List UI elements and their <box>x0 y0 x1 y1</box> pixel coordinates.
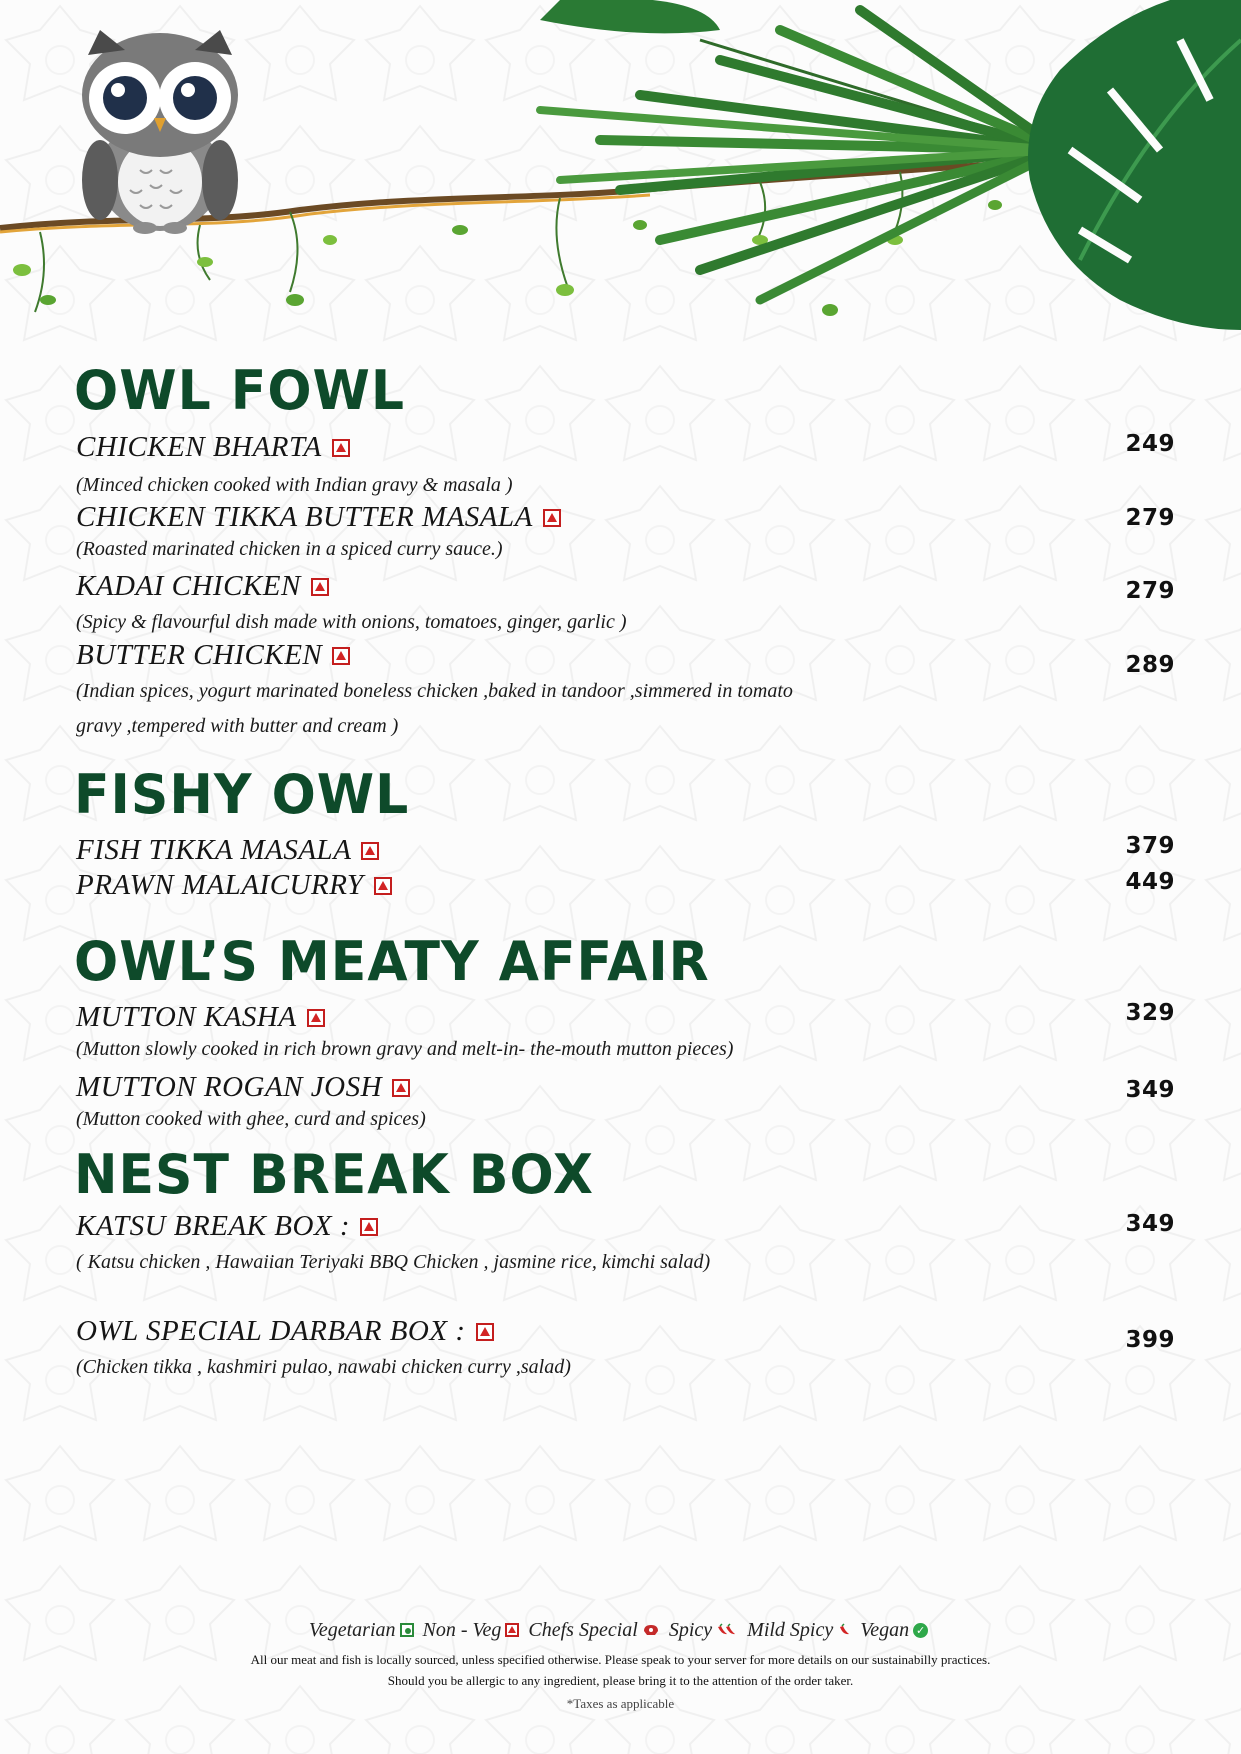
non-veg-icon <box>374 877 392 895</box>
item-name: KATSU BREAK BOX : <box>76 1210 351 1242</box>
legend-chefs-special: Chefs Special <box>528 1618 638 1641</box>
menu-item-butter-chicken <box>76 641 1166 744</box>
item-name: MUTTON ROGAN JOSH <box>76 1071 383 1103</box>
item-price: 349 <box>1125 1077 1175 1103</box>
footnote-sourcing: All our meat and fish is locally sourced, unless specified otherwise. Please speak to your server for more details on our sustainabilly practices. <box>250 1652 991 1667</box>
non-veg-icon <box>311 578 329 596</box>
menu-item-mutton-kasha <box>76 1003 1166 1067</box>
palm-leaf-illustration <box>540 0 1060 300</box>
legend-vegan: Vegan <box>860 1618 910 1641</box>
non-veg-icon <box>505 1623 519 1637</box>
footnote-allergy: Should you be allergic to any ingredient, please bring it to the attention of the order taker. <box>387 1673 854 1688</box>
dietary-legend <box>0 1618 1241 1642</box>
chili-icon <box>716 1623 738 1637</box>
legend-mild-spicy: Mild Spicy <box>747 1618 834 1641</box>
item-price: 399 <box>1125 1327 1175 1353</box>
section-title-fishy-owl: FISHY OWL <box>74 763 410 827</box>
item-description: (Mutton cooked with ghee, curd and spices) <box>76 1108 426 1130</box>
menu-item-chicken-bharta <box>76 433 1166 503</box>
item-name: CHICKEN TIKKA BUTTER MASALA <box>76 501 533 533</box>
menu-item-owl-special-darbar-box <box>76 1317 1166 1385</box>
item-description: (Mutton slowly cooked in rich brown gravy and melt-in- the-mouth mutton pieces) <box>76 1038 734 1060</box>
header-decoration <box>0 0 1241 340</box>
menu-item-kadai-chicken <box>76 572 1166 640</box>
vegan-check-icon: ✓ <box>913 1623 928 1638</box>
item-name: FISH TIKKA MASALA <box>76 834 352 866</box>
non-veg-icon <box>360 1218 378 1236</box>
item-name: PRAWN MALAICURRY <box>76 869 364 901</box>
section-title-owls-meaty-affair: OWL’S MEATY AFFAIR <box>74 930 710 994</box>
menu-item-mutton-rogan-josh <box>76 1073 1166 1137</box>
item-name: MUTTON KASHA <box>76 1001 297 1033</box>
item-description: (Minced chicken cooked with Indian gravy & masala ) <box>76 474 513 496</box>
non-veg-icon <box>307 1009 325 1027</box>
legend-vegetarian: Vegetarian <box>308 1618 396 1641</box>
item-name: KADAI CHICKEN <box>76 570 301 602</box>
menu-item-katsu-break-box <box>76 1212 1166 1280</box>
item-price: 449 <box>1125 869 1175 895</box>
non-veg-icon <box>543 509 561 527</box>
item-price: 279 <box>1125 505 1175 531</box>
item-description: (Chicken tikka , kashmiri pulao, nawabi chicken curry ,salad) <box>76 1356 571 1378</box>
menu-item-chicken-tikka-butter-masala <box>76 503 1166 567</box>
menu-item-fish-tikka-masala <box>76 836 1166 865</box>
item-description: (Indian spices, yogurt marinated boneless chicken ,baked in tandoor ,simmered in tomato gravy ,tempered with butter and cream ) <box>76 680 793 737</box>
item-price: 349 <box>1125 1211 1175 1237</box>
item-price: 249 <box>1125 431 1175 457</box>
veg-icon <box>400 1623 414 1637</box>
non-veg-icon <box>361 842 379 860</box>
item-name: OWL SPECIAL DARBAR BOX : <box>76 1315 466 1347</box>
item-name: CHICKEN BHARTA <box>76 431 322 463</box>
item-description: (Roasted marinated chicken in a spiced curry sauce.) <box>76 538 503 560</box>
owl-illustration <box>82 30 238 234</box>
non-veg-icon <box>332 647 350 665</box>
item-description: (Spicy & flavourful dish made with onions, tomatoes, ginger, garlic ) <box>76 611 627 633</box>
chefs-special-icon <box>642 1623 660 1637</box>
non-veg-icon <box>392 1079 410 1097</box>
item-price: 329 <box>1125 1000 1175 1026</box>
footnote-taxes: *Taxes as applicable <box>566 1696 675 1711</box>
section-title-nest-break-box: NEST BREAK BOX <box>74 1143 594 1207</box>
monstera-leaf-illustration <box>1028 0 1241 330</box>
item-name: BUTTER CHICKEN <box>76 639 323 671</box>
item-description: ( Katsu chicken , Hawaiian Teriyaki BBQ Chicken , jasmine rice, kimchi salad) <box>76 1251 711 1273</box>
legend-spicy: Spicy <box>668 1618 713 1641</box>
item-price: 289 <box>1125 652 1175 678</box>
item-price: 379 <box>1125 833 1175 859</box>
non-veg-icon <box>476 1323 494 1341</box>
menu-item-prawn-malaicurry <box>76 871 1166 900</box>
chili-icon <box>837 1623 851 1637</box>
legend-non-veg: Non - Veg <box>422 1618 502 1641</box>
non-veg-icon <box>332 439 350 457</box>
item-price: 279 <box>1125 578 1175 604</box>
section-title-owl-fowl: OWL FOWL <box>74 359 406 423</box>
